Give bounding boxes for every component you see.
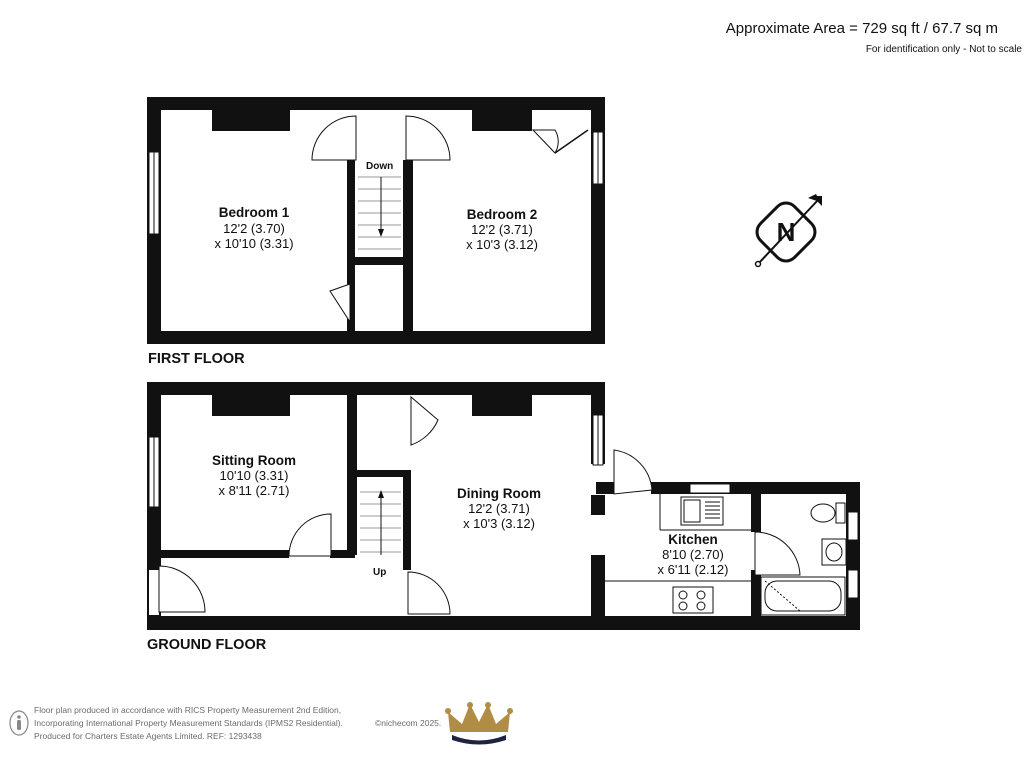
first-floor-label: FIRST FLOOR [148, 351, 245, 367]
hob-icon [673, 587, 713, 613]
dining-room-dim2: x 10'3 (3.12) [463, 516, 535, 531]
sitting-room-dim1: 10'10 (3.31) [219, 468, 289, 483]
bedroom1-dim2: x 10'10 (3.31) [214, 236, 294, 251]
approximate-area: Approximate Area = 729 sq ft / 67.7 sq m [725, 20, 998, 37]
stairs-up-label: Up [373, 567, 387, 578]
identification-disclaimer: For identification only - Not to scale [865, 44, 1022, 55]
first-floor-stairs [358, 177, 401, 249]
bedroom2-dim1: 12'2 (3.71) [471, 222, 533, 237]
kitchen-dim2: x 6'11 (2.12) [657, 562, 729, 577]
ground-floor-stairs [360, 492, 401, 555]
dining-room-dim1: 12'2 (3.71) [468, 501, 530, 516]
bedroom1-dim1: 12'2 (3.70) [223, 221, 285, 236]
footer-copyright: ©nichecom 2025. [375, 718, 442, 728]
bedroom2-name: Bedroom 2 [466, 207, 538, 222]
crown-logo-icon [444, 702, 514, 746]
footer-line-3: Produced for Charters Estate Agents Limited. REF: 1293438 [34, 731, 262, 741]
footer-line-2: Incorporating International Property Measurement Standards (IPMS2 Residential). [34, 718, 343, 728]
accessibility-person-icon [8, 710, 30, 736]
kitchen-dim1: 8'10 (2.70) [662, 547, 724, 562]
bathroom-window-2 [848, 570, 858, 598]
stairs-down-label: Down [366, 161, 394, 172]
bedroom2-dim2: x 10'3 (3.12) [466, 237, 538, 252]
sink-icon [681, 497, 723, 525]
ground-floor-label: GROUND FLOOR [147, 637, 267, 653]
compass-icon [752, 194, 822, 267]
kitchen-name: Kitchen [668, 532, 718, 547]
compass-north-letter: N [776, 217, 796, 247]
footer-line-1: Floor plan produced in accordance with RICS Property Measurement 2nd Edition, [34, 705, 342, 715]
bath-icon [761, 577, 845, 615]
kitchen-window [690, 484, 730, 493]
sitting-room-dim2: x 8'11 (2.71) [218, 483, 290, 498]
sitting-room-name: Sitting Room [212, 453, 296, 468]
toilet-icon [811, 504, 835, 522]
bathroom-window-1 [848, 512, 858, 540]
dining-room-name: Dining Room [457, 486, 541, 501]
bedroom1-name: Bedroom 1 [218, 205, 290, 220]
